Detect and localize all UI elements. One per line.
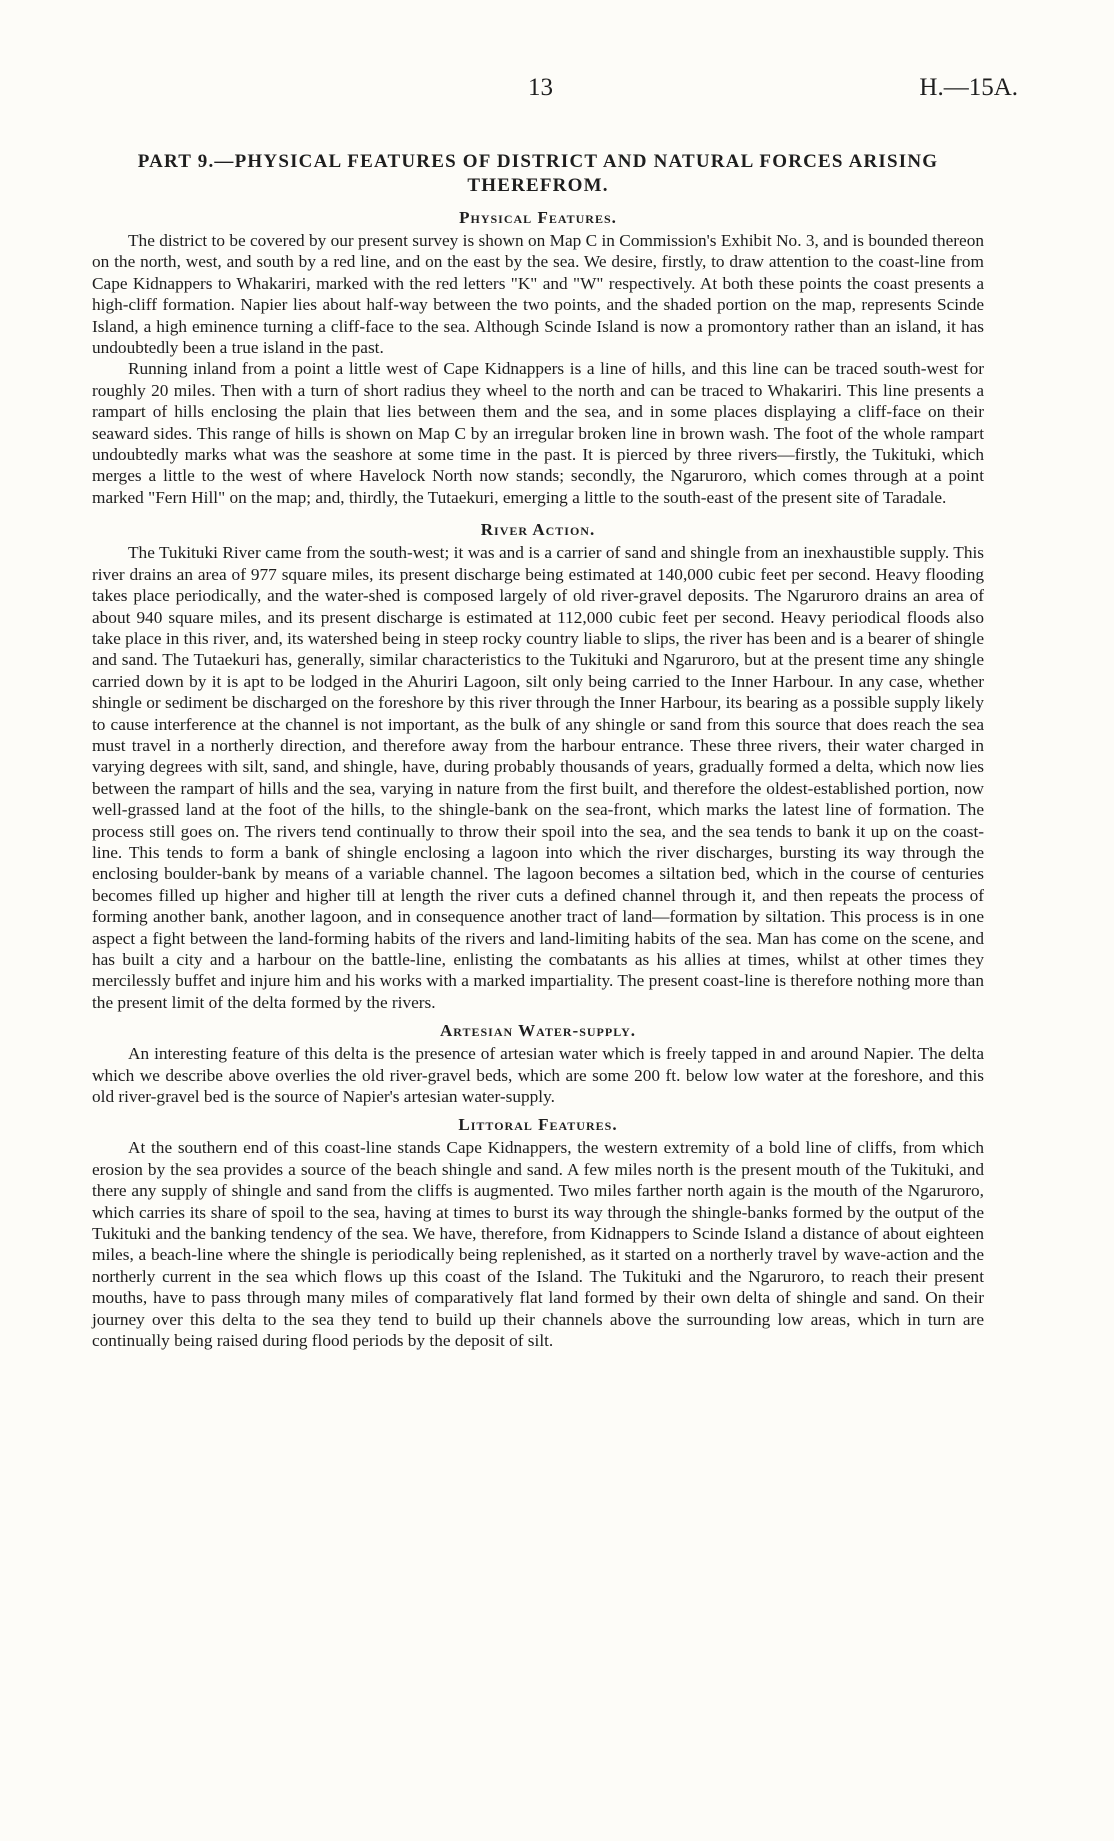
page-number: 13 xyxy=(528,74,553,101)
paragraph-artesian-1: An interesting feature of this delta is the presence of artesian water which is freely tapped in and around Napier. The delta which we describe above overlies the old river-gravel beds, which are some 200 ft. below low water at the foreshore, and this old river-gravel bed is the source of Napier's artesian water-supply. xyxy=(92,1044,984,1107)
heading-physical-features: Physical Features. xyxy=(459,208,617,227)
heading-artesian-water-supply: Artesian Water-supply. xyxy=(439,1021,637,1041)
page-content xyxy=(92,150,984,1352)
paragraph-littoral-1: At the southern end of this coast-line stands Cape Kidnappers, the western extremity of a bold line of cliffs, from which erosion by the sea provides a source of the beach shingle and sand. A few miles north is the present mouth of the Tukituki, and there any supply of shingle and sand from the cliffs is augmented. Two miles farther north again is the mouth of the Ngaruroro, which carries its share of spoil to the sea, having at times to burst its way through the shingle-banks formed by the output of the Tukituki and the banking tendency of the sea. We have, therefore, from Kidnappers to Scinde Island a distance of about eighteen miles, a beach-line where the shingle is periodically being replenished, as it started on a northerly travel by wave-action and the northerly current in the sea which flows up this coast of the Island. The Tukituki and the Ngaruroro, to reach their present mouths, have to pass through many miles of comparatively flat land formed by their own delta of shingle and sand. On their journey over this delta to the sea they tend to build up their channels above the surrounding low areas, which in turn are continually being raised during flood periods by the deposit of silt. xyxy=(92,1138,984,1351)
paragraph-physical-2: Running inland from a point a little west of Cape Kidnappers is a line of hills, and this line can be traced south-west for roughly 20 miles. Then with a turn of short radius they wheel to the north and can be traced to Whakariri. This line presents a rampart of hills enclosing the plain that lies between them and the sea, and in some places displaying a cliff-face on their seaward sides. This range of hills is shown on Map C by an irregular broken line in brown wash. The foot of the whole rampart undoubtedly marks what was the seashore at some time in the past. It is pierced by three rivers—firstly, the Tukituki, which merges a little to the west of where Havelock North now stands; secondly, the Ngaruroro, which comes through at a point marked "Fern Hill" on the map; and, thirdly, the Tutaekuri, emerging a little to the south-east of the present site of Taradale. xyxy=(92,359,984,507)
paragraph-physical-1: The district to be covered by our present survey is shown on Map C in Commission's Exhibit No. 3, and is bounded thereon on the north, west, and south by a red line, and on the east by the sea. We desire, firstly, to draw attention to the coast-line from Cape Kidnappers to Whakariri, marked with the red letters "K" and "W" respectively. At both these points the coast presents a high-cliff formation. Napier lies about half-way between the two points, and the shaded portion on the map, represents Scinde Island, a high eminence turning a cliff-face to the sea. Although Scinde Island is now a promontory rather than an island, it has undoubtedly been a true island in the past. xyxy=(92,231,984,358)
document-reference: H.—15A. xyxy=(919,74,1018,101)
part-title: PART 9.—PHYSICAL FEATURES OF DISTRICT AND NATURAL FORCES ARISING THEREFROM. xyxy=(137,151,939,196)
page-header xyxy=(0,74,1114,108)
heading-littoral-features: Littoral Features. xyxy=(458,1115,618,1135)
paragraph-river-1: The Tukituki River came from the south-west; it was and is a carrier of sand and shingle from an inexhaustible supply. This river drains an area of 977 square miles, its present discharge being estimated at 140,000 cubic feet per second. Heavy flooding takes place periodically, and the water-shed is composed largely of old river-gravel deposits. The Ngaruroro drains an area of about 940 square miles, and its present discharge is estimated at 112,000 cubic feet per second. Heavy periodical floods also take place in this river, and, its watershed being in steep rocky country liable to slips, the river has been and is a bearer of shingle and sand. The Tutaekuri has, generally, similar characteristics to the Tukituki and Ngaruroro, but at the present time any shingle carried down by it is apt to be lodged in the Ahuriri Lagoon, silt only being carried to the Inner Harbour. In any case, whether shingle or sediment be discharged on the foreshore by this river through the Inner Harbour, its bearing as a possible supply likely to cause interference at the channel is not important, as the bulk of any shingle or sand from this source that does reach the sea must travel in a northerly direction, and therefore away from the harbour entrance. These three rivers, their water charged in varying degrees with silt, sand, and shingle, have, during probably thousands of years, gradually formed a delta, which now lies between the rampart of hills and the sea, varying in nature from the first built, and therefore the oldest-established portion, now well-grassed land at the foot of the hills, to the shingle-bank on the sea-front, which marks the latest line of formation. The process still goes on. The rivers tend continually to throw their spoil into the sea, and the sea tends to bank it up on the coast-line. This tends to form a bank of shingle enclosing a lagoon into which the river discharges, bursting its way through the enclosing boulder-bank by means of a variable channel. The lagoon becomes a siltation bed, which in the course of centuries becomes filled up higher and higher till at length the river cuts a defined channel through it, and then repeats the process of forming another bank, another lagoon, and in consequence another tract of land—formation by siltation. This process is in one aspect a fight between the land-forming habits of the rivers and land-limiting habits of the sea. Man has come on the scene, and has built a city and a harbour on the battle-line, enlisting the combatants as his allies at times, whilst at other times they mercilessly buffet and injure him and his works with a marked impartiality. The present coast-line is therefore nothing more than the present limit of the delta formed by the rivers. xyxy=(92,543,984,1012)
heading-river-action: River Action. xyxy=(480,520,596,540)
